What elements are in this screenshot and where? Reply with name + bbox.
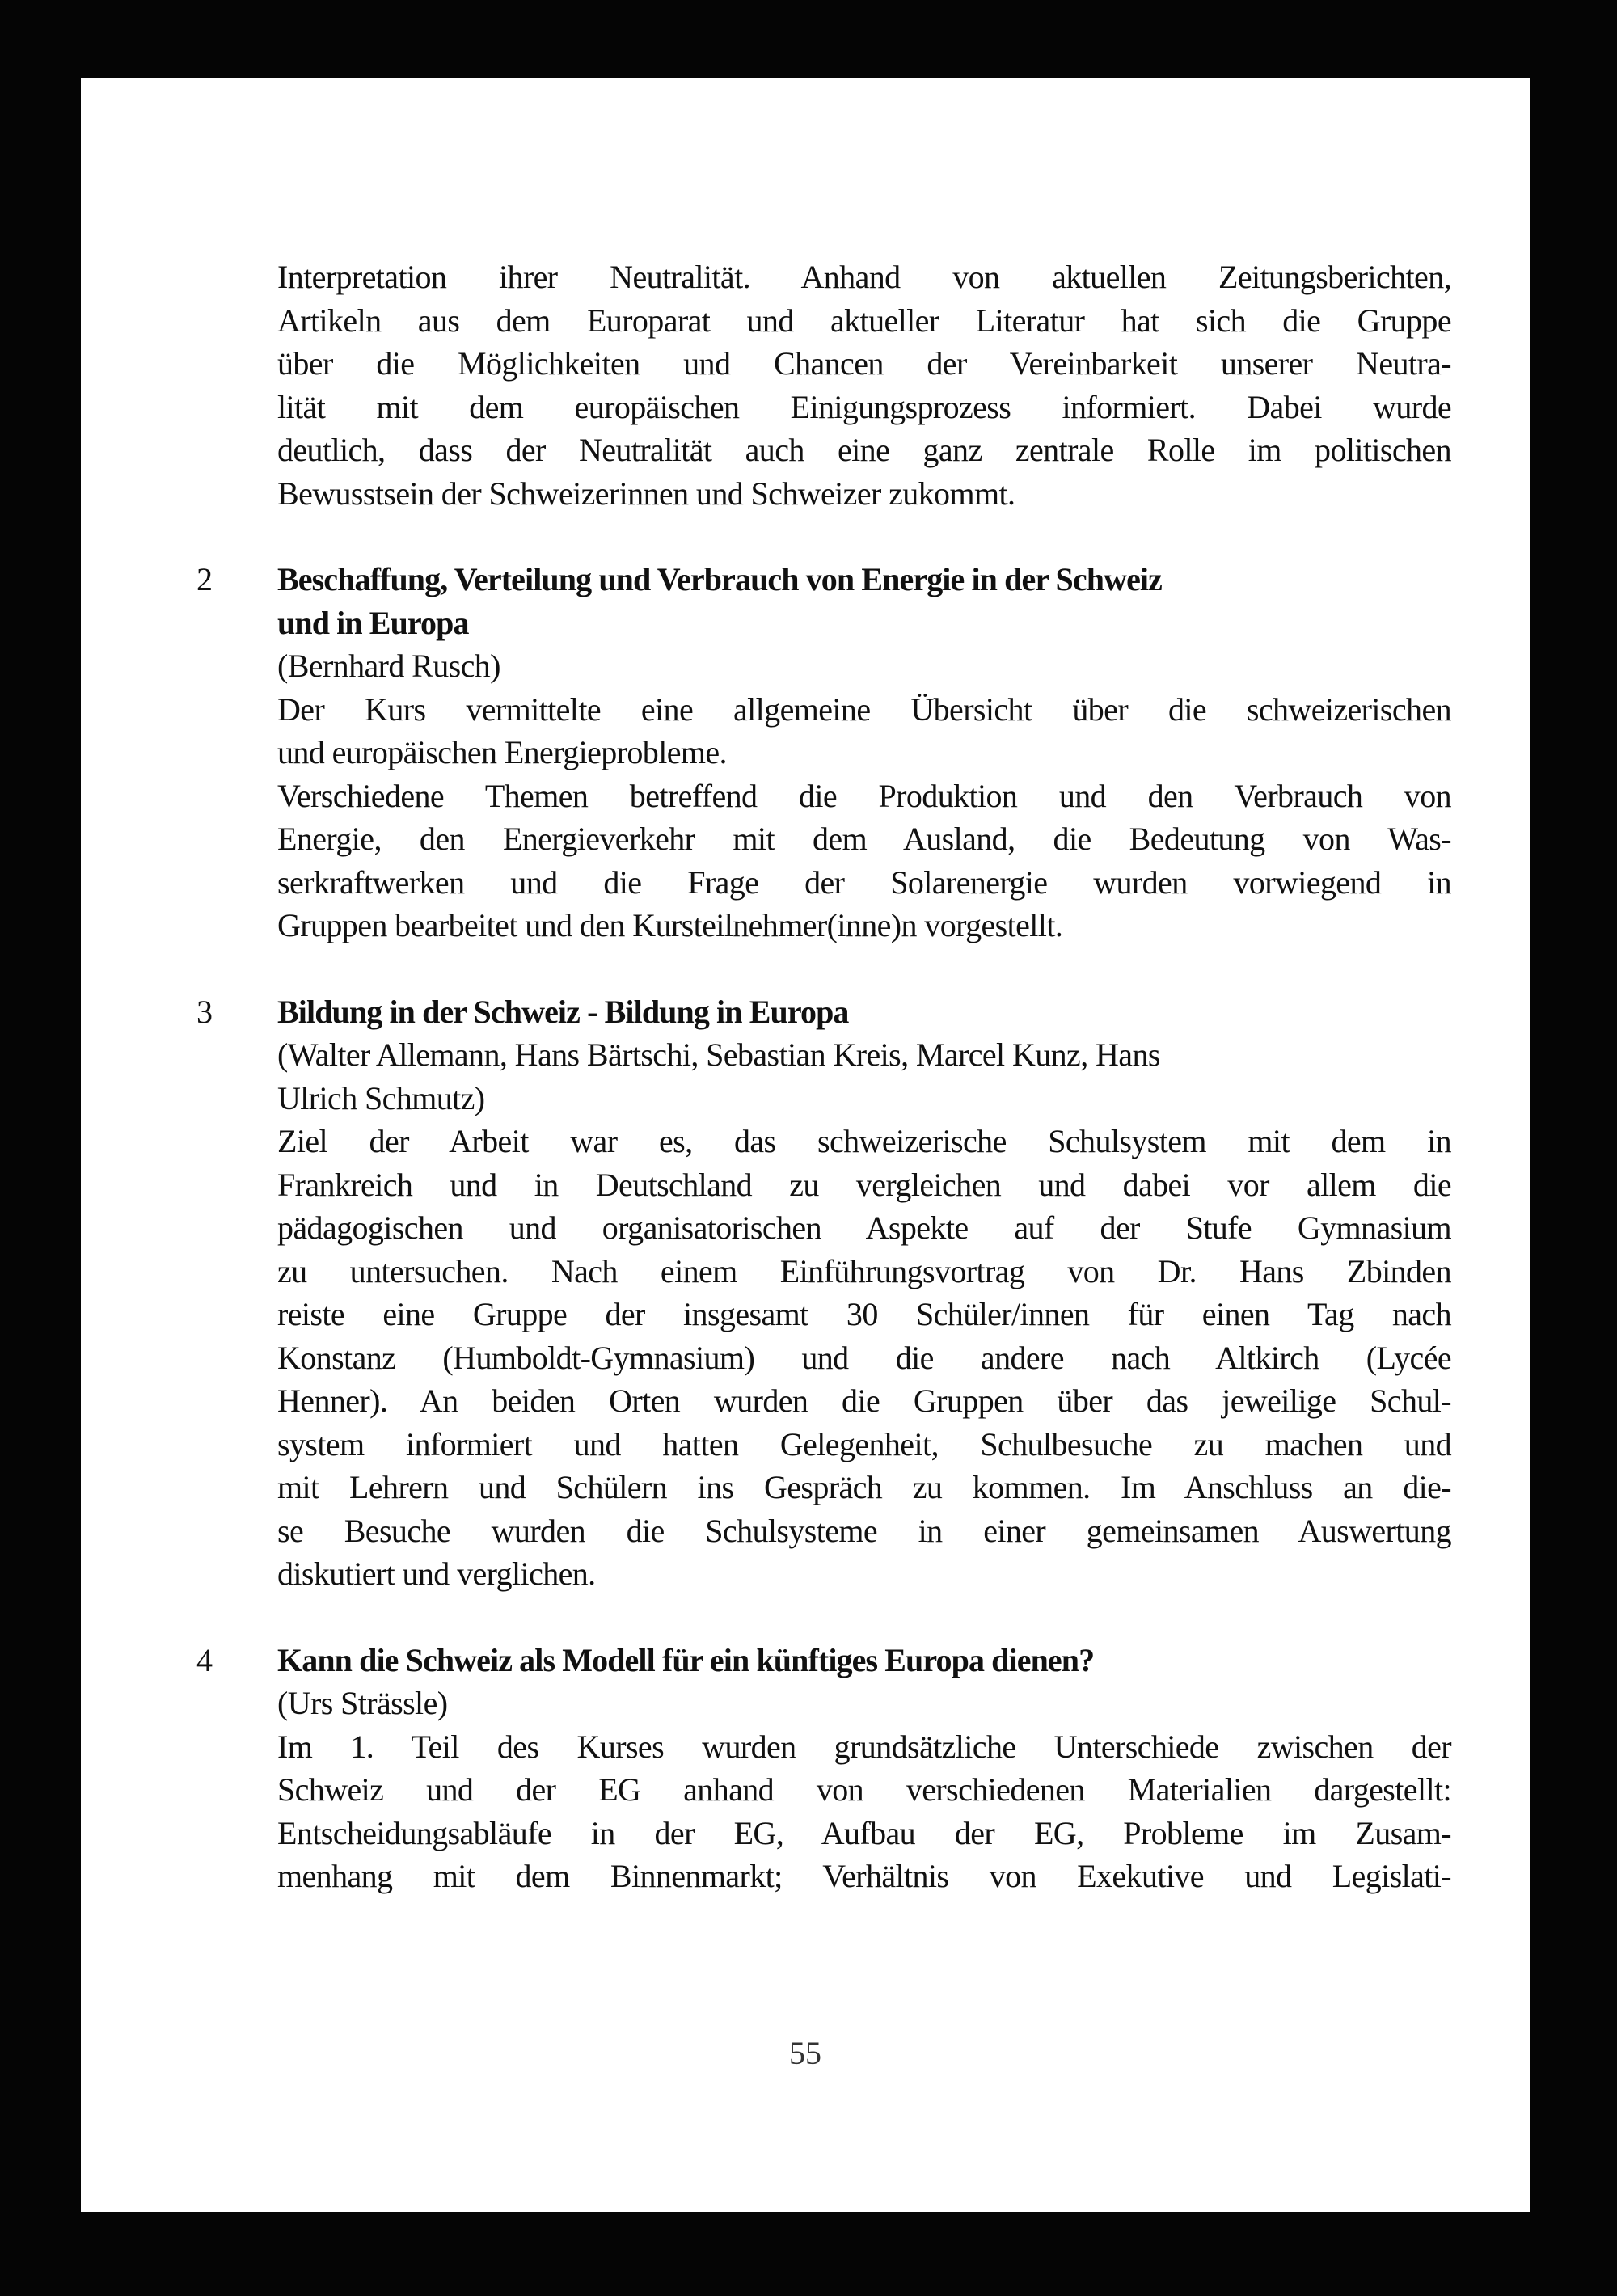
text-line: Entscheidungsabläufe in der EG, Aufbau der EG, Probleme im Zusam- xyxy=(277,1814,1451,1851)
text-line: zu untersuchen. Nach einem Einführungsvortrag von Dr. Hans Zbinden xyxy=(277,1252,1451,1289)
text-line: Artikeln aus dem Europarat und aktueller Literatur hat sich die Gruppe xyxy=(277,302,1451,339)
title-line: Bildung in der Schweiz - Bildung in Europa xyxy=(277,993,849,1030)
section-paragraph xyxy=(277,774,1451,948)
text-line: diskutiert und verglichen. xyxy=(277,1555,596,1592)
text-line: serkraftwerken und die Frage der Solarenergie wurden vorwiegend in xyxy=(277,863,1451,901)
section-authors xyxy=(277,1682,1451,1725)
text-line: Frankreich und in Deutschland zu vergleichen und dabei vor allem die xyxy=(277,1166,1451,1203)
section-paragraph xyxy=(277,688,1451,774)
section-number: 4 xyxy=(196,1641,213,1678)
text-line: Henner). An beiden Orten wurden die Gruppen über das jeweilige Schul- xyxy=(277,1382,1451,1419)
text-line: lität mit dem europäischen Einigungsprozess informiert. Dabei wurde xyxy=(277,388,1451,425)
title-line: Kann die Schweiz als Modell für ein künftiges Europa dienen? xyxy=(277,1641,1095,1678)
section-number: 2 xyxy=(196,561,213,597)
section-authors xyxy=(277,1033,1451,1120)
author-line: Ulrich Schmutz) xyxy=(277,1079,485,1116)
text-line: menhang mit dem Binnenmarkt; Verhältnis von Exekutive und Legislati- xyxy=(277,1858,1451,1894)
author-line: (Walter Allemann, Hans Bärtschi, Sebastian Kreis, Marcel Kunz, Hans xyxy=(277,1036,1160,1073)
text-line: se Besuche wurden die Schulsysteme in einer gemeinsamen Auswertung xyxy=(277,1512,1451,1549)
author-line: (Bernhard Rusch) xyxy=(277,648,500,684)
text-line: Gruppen bearbeitet und den Kursteilnehmer(inne)n vorgestellt. xyxy=(277,907,1063,943)
page-content xyxy=(196,255,1451,1898)
document-page xyxy=(81,78,1530,2212)
text-line: und europäischen Energieprobleme. xyxy=(277,734,727,770)
title-line: und in Europa xyxy=(277,604,469,641)
text-line: Energie, den Energieverkehr mit dem Ausland, die Bedeutung von Was- xyxy=(277,821,1451,857)
section-title xyxy=(277,990,1451,1034)
text-line: Schweiz und der EG anhand von verschiedenen Materialien dargestellt: xyxy=(277,1771,1451,1808)
text-line: pädagogischen und organisatorischen Aspekte auf der Stufe Gymnasium xyxy=(277,1209,1451,1246)
text-line: reiste eine Gruppe der insgesamt 30 Schüler/innen für einen Tag nach xyxy=(277,1296,1451,1332)
section-title xyxy=(277,1639,1451,1682)
section-energy xyxy=(196,558,1451,948)
text-line: Verschiedene Themen betreffend die Produktion und den Verbrauch von xyxy=(277,777,1451,814)
title-line: Beschaffung, Verteilung und Verbrauch von Energie in der Schweiz xyxy=(277,561,1163,597)
text-line: Der Kurs vermittelte eine allgemeine Übersicht über die schweizerischen xyxy=(277,690,1451,728)
text-line: Interpretation ihrer Neutralität. Anhand von aktuellen Zeitungsberichten, xyxy=(277,259,1451,295)
text-line: Im 1. Teil des Kurses wurden grundsätzliche Unterschiede zwischen der xyxy=(277,1728,1451,1765)
text-line: mit Lehrern und Schülern ins Gespräch zu kommen. Im Anschluss an die- xyxy=(277,1469,1451,1505)
intro-paragraph xyxy=(277,255,1451,515)
text-line: deutlich, dass der Neutralität auch eine ganz zentrale Rolle im politischen xyxy=(277,432,1451,468)
section-authors xyxy=(277,644,1451,688)
text-line: Ziel der Arbeit war es, das schweizerische Schulsystem mit dem in xyxy=(277,1123,1451,1159)
text-line: system informiert und hatten Gelegenheit, Schulbesuche zu machen und xyxy=(277,1425,1451,1462)
text-line: Bewusstsein der Schweizerinnen und Schweizer zukommt. xyxy=(277,475,1015,512)
author-line: (Urs Strässle) xyxy=(277,1685,448,1721)
section-number: 3 xyxy=(196,993,213,1030)
text-line: Konstanz (Humboldt-Gymnasium) und die andere nach Altkirch (Lycée xyxy=(277,1339,1451,1376)
section-paragraph xyxy=(277,1725,1451,1898)
section-title xyxy=(277,558,1451,644)
section-switzerland-model xyxy=(196,1639,1451,1898)
section-education xyxy=(196,990,1451,1596)
section-paragraph xyxy=(277,1120,1451,1596)
page-number: 55 xyxy=(789,2035,821,2071)
text-line: über die Möglichkeiten und Chancen der Vereinbarkeit unserer Neutra- xyxy=(277,345,1451,382)
